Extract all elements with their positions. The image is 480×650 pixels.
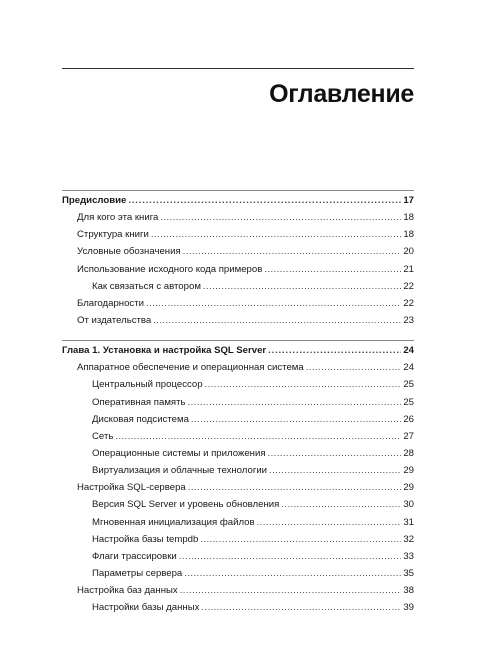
dot-leader [200,534,401,545]
toc-entry[interactable] [62,499,414,516]
toc-entry-page-number: 23 [403,314,414,326]
dot-leader [115,431,401,442]
dot-leader [184,568,401,579]
dot-leader [306,362,402,373]
toc-entry[interactable] [62,568,414,585]
toc-entry-title: Структура книги [77,229,149,241]
toc-entry-title: От издательства [77,314,152,326]
toc-entry-title: Настройки базы данных [92,602,200,614]
toc-entry[interactable] [62,465,414,482]
toc-entry[interactable] [62,264,414,281]
dot-leader [146,298,401,309]
toc-entry-page-number: 30 [403,499,414,511]
toc-entry-title: Настройка базы tempdb [92,533,199,545]
toc-entry-title: Настройка баз данных [77,585,178,597]
toc-section [62,340,414,619]
dot-leader [257,517,402,528]
toc-entry[interactable] [62,212,414,229]
toc-entry-page-number: 35 [403,567,414,579]
toc-entry-page-number: 22 [403,280,414,292]
toc-entry-page-number: 24 [403,345,414,357]
dot-leader [203,281,401,292]
toc-entry-page-number: 24 [403,362,414,374]
page-title: Оглавление [269,80,414,108]
dot-leader [268,448,402,459]
dot-leader [264,264,401,275]
dot-leader [201,602,401,613]
dot-leader [188,482,402,493]
toc-entry[interactable] [62,414,414,431]
toc-entry[interactable] [62,482,414,499]
toc-entry-page-number: 25 [403,396,414,408]
toc-entry[interactable] [62,195,414,212]
toc-entry-title: Дисковая подсистема [92,413,189,425]
toc-entry[interactable] [62,345,414,362]
toc-entry[interactable] [62,517,414,534]
toc-entry-page-number: 29 [403,482,414,494]
toc-entry[interactable] [62,246,414,263]
dot-leader [128,195,401,206]
dot-leader [179,551,402,562]
toc-entry-title: Оперативная память [92,396,186,408]
toc-entry-page-number: 27 [403,430,414,442]
toc-entry-title: Флаги трассировки [92,550,177,562]
dot-leader [160,212,401,223]
toc-entry-title: Сеть [92,430,114,442]
toc-entry[interactable] [62,397,414,414]
dot-leader [269,465,401,476]
toc-entry-page-number: 32 [403,533,414,545]
toc-entry[interactable] [62,534,414,551]
dot-leader [205,379,402,390]
toc-entry-title: Благодарности [77,297,144,309]
toc-entry-title: Для кого эта книга [77,212,159,224]
toc-entry-page-number: 17 [403,195,414,206]
toc-entry[interactable] [62,551,414,568]
toc-entry-title: Использование исходного кода примеров [77,263,263,275]
toc-entry-page-number: 21 [403,263,414,275]
toc-entry-page-number: 38 [403,585,414,597]
toc-entry-page-number: 18 [403,229,414,241]
toc-entry-title: Условные обозначения [77,246,181,258]
toc-entry[interactable] [62,362,414,379]
dot-leader [188,397,402,408]
toc-entry-page-number: 22 [403,297,414,309]
toc-entry-title: Мгновенная инициализация файлов [92,516,255,528]
toc-entry-page-number: 18 [403,212,414,224]
toc-entry[interactable] [62,298,414,315]
toc-entry[interactable] [62,448,414,465]
toc-entry-title: Параметры сервера [92,567,183,579]
toc-entry[interactable] [62,281,414,298]
dot-leader [268,345,401,356]
top-rule [62,68,414,69]
dot-leader [151,229,401,240]
toc-entry-page-number: 20 [403,246,414,258]
toc-entry[interactable] [62,602,414,619]
toc-entry[interactable] [62,315,414,332]
toc-entry-title: Виртуализация и облачные технологии [92,465,268,477]
toc-entry-page-number: 39 [403,602,414,614]
toc-entry-page-number: 31 [403,516,414,528]
toc-entry-page-number: 28 [403,447,414,459]
toc-entry-page-number: 26 [403,413,414,425]
dot-leader [180,585,402,596]
toc-entry-title: Центральный процессор [92,379,203,391]
table-of-contents [62,190,414,619]
toc-entry-title: Версия SQL Server и уровень обновления [92,499,280,511]
toc-entry-page-number: 33 [403,550,414,562]
toc-entry[interactable] [62,585,414,602]
toc-entry-page-number: 25 [403,379,414,391]
toc-entry-title: Аппаратное обеспечение и операционная система [77,362,304,374]
toc-entry-title: Глава 1. Установка и настройка SQL Server [62,345,267,357]
toc-entry[interactable] [62,431,414,448]
toc-entry-title: Как связаться с автором [92,280,201,292]
toc-entry[interactable] [62,229,414,246]
toc-entry-page-number: 29 [403,465,414,477]
toc-entry-title: Настройка SQL-сервера [77,482,186,494]
dot-leader [153,315,401,326]
dot-leader [191,414,401,425]
dot-leader [183,246,402,257]
toc-entry-title: Операционные системы и приложения [92,447,266,459]
toc-section [62,190,414,332]
toc-entry[interactable] [62,379,414,396]
dot-leader [281,499,401,510]
toc-entry-title: Предисловие [62,195,127,206]
